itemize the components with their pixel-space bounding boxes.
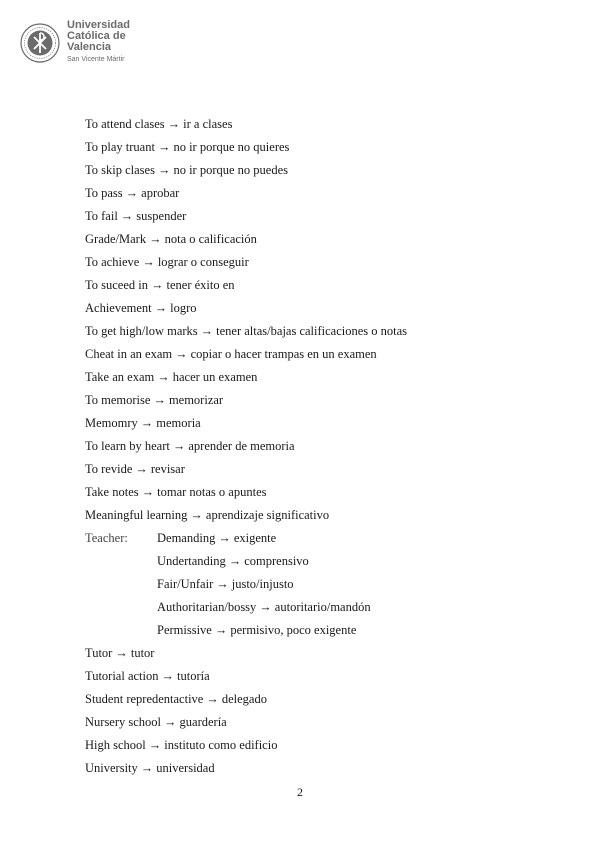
entry-spanish: exigente	[233, 531, 277, 545]
university-seal-icon	[20, 23, 60, 63]
arrow-icon: →	[161, 669, 174, 683]
entry-spanish: copiar o hacer trampas en un examen	[190, 347, 377, 361]
entry-spanish: logro	[170, 301, 197, 315]
arrow-icon: →	[151, 278, 164, 292]
entry-spanish: nota o calificación	[164, 232, 257, 246]
vocabulary-entry	[85, 481, 545, 504]
arrow-icon: →	[141, 485, 155, 499]
entry-spanish: revisar	[150, 462, 185, 476]
vocabulary-entry	[85, 366, 545, 389]
entry-spanish: memorizar	[168, 393, 224, 407]
entry-spanish: universidad	[156, 761, 215, 775]
vocabulary-entry	[85, 665, 545, 688]
vocabulary-entry	[85, 320, 545, 343]
vocabulary-entry	[85, 504, 545, 527]
vocabulary-entry	[85, 573, 545, 596]
vocabulary-entry	[85, 412, 545, 435]
arrow-icon: →	[167, 117, 181, 131]
entry-spanish: delegado	[221, 692, 267, 706]
entry-spanish: suspender	[136, 209, 187, 223]
entry-english: To attend clases	[85, 117, 165, 131]
teacher-item	[157, 527, 276, 550]
arrow-icon: →	[214, 623, 228, 637]
vocabulary-entry	[85, 274, 545, 297]
vocabulary-entry	[85, 113, 545, 136]
entry-english: Undertanding	[157, 554, 226, 568]
vocabulary-entry	[85, 343, 545, 366]
entry-english: Cheat in an exam	[85, 347, 173, 361]
teacher-block	[85, 527, 545, 642]
entry-english: University	[85, 761, 138, 775]
arrow-icon: →	[148, 738, 162, 752]
arrow-icon: →	[153, 393, 166, 407]
entry-english: To suceed in	[85, 278, 148, 292]
entry-spanish: justo/injusto	[231, 577, 294, 591]
entry-spanish: autoritario/mandón	[274, 600, 371, 614]
entry-spanish: tener éxito en	[166, 278, 235, 292]
arrow-icon: →	[216, 577, 229, 591]
entry-english: Grade/Mark	[85, 232, 147, 246]
vocabulary-entry	[85, 458, 545, 481]
entry-spanish: tomar notas o apuntes	[157, 485, 267, 499]
arrow-icon: →	[154, 301, 168, 315]
entry-spanish: instituto como edificio	[164, 738, 278, 752]
entry-english: Authoritarian/bossy	[157, 600, 257, 614]
entry-spanish: memoria	[156, 416, 201, 430]
entry-english: Demanding	[157, 531, 216, 545]
arrow-icon: →	[259, 600, 272, 614]
entry-english: To learn by heart	[85, 439, 170, 453]
arrow-icon: →	[125, 186, 139, 200]
entry-spanish: ir a clases	[183, 117, 233, 131]
vocabulary-list	[85, 113, 545, 780]
entry-spanish: tutor	[130, 646, 155, 660]
vocabulary-entry	[85, 757, 545, 780]
arrow-icon: →	[157, 370, 170, 384]
teacher-row	[85, 527, 545, 550]
entry-english: Take an exam	[85, 370, 155, 384]
vocabulary-entry	[85, 297, 545, 320]
university-name-line2: Católica de	[67, 30, 126, 42]
entry-english: To memorise	[85, 393, 151, 407]
university-name	[67, 20, 130, 65]
entry-spanish: aprobar	[141, 186, 180, 200]
arrow-icon: →	[157, 140, 171, 154]
arrow-icon: →	[149, 232, 162, 246]
arrow-icon: →	[218, 531, 231, 545]
entry-english: Permissive	[157, 623, 212, 637]
arrow-icon: →	[200, 324, 214, 338]
vocabulary-entry	[85, 550, 545, 573]
teacher-label: Teacher:	[85, 531, 128, 545]
entry-spanish: no ir porque no puedes	[173, 163, 289, 177]
entry-english: To achieve	[85, 255, 140, 269]
vocabulary-entry	[85, 642, 545, 665]
arrow-icon: →	[190, 508, 203, 522]
university-name-line1: Universidad	[67, 19, 130, 31]
entry-spanish: tener altas/bajas calificaciones o notas	[216, 324, 408, 338]
entry-spanish: aprendizaje significativo	[205, 508, 330, 522]
entry-english: High school	[85, 738, 146, 752]
vocabulary-entry	[85, 136, 545, 159]
vocabulary-entry	[85, 688, 545, 711]
page-number: 2	[297, 785, 303, 799]
entry-english: To get high/low marks	[85, 324, 198, 338]
entry-english: Nursery school	[85, 715, 162, 729]
arrow-icon: →	[175, 347, 188, 361]
arrow-icon: →	[140, 761, 154, 775]
arrow-icon: →	[135, 462, 148, 476]
entry-english: To revide	[85, 462, 133, 476]
entry-english: Meaningful learning	[85, 508, 188, 522]
entry-english: To skip clases	[85, 163, 155, 177]
entry-english: To fail	[85, 209, 118, 223]
vocabulary-entry	[85, 182, 545, 205]
entry-english: To pass	[85, 186, 123, 200]
vocabulary-entry	[85, 619, 545, 642]
vocabulary-entry	[85, 228, 545, 251]
university-header	[20, 20, 130, 65]
arrow-icon: →	[120, 209, 134, 223]
arrow-icon: →	[164, 715, 177, 729]
university-name-subtitle: San Vicente Mártir	[67, 56, 125, 63]
vocabulary-entry	[85, 251, 545, 274]
vocabulary-entry	[85, 435, 545, 458]
entry-spanish: comprensivo	[244, 554, 309, 568]
entry-english: Take notes	[85, 485, 139, 499]
entry-english: Fair/Unfair	[157, 577, 214, 591]
vocabulary-entry	[85, 734, 545, 757]
vocabulary-entry	[85, 711, 545, 734]
vocabulary-entry	[85, 596, 545, 619]
vocabulary-entry	[85, 389, 545, 412]
entry-english: Memomry	[85, 416, 138, 430]
entry-spanish: lograr o conseguir	[157, 255, 249, 269]
vocabulary-entry	[85, 159, 545, 182]
entry-spanish: aprender de memoria	[188, 439, 295, 453]
entry-spanish: hacer un examen	[172, 370, 258, 384]
entry-english: Achievement	[85, 301, 152, 315]
university-name-line3: Valencia	[67, 41, 112, 53]
arrow-icon: →	[140, 416, 154, 430]
arrow-icon: →	[172, 439, 186, 453]
arrow-icon: →	[142, 255, 155, 269]
arrow-icon: →	[228, 554, 242, 568]
arrow-icon: →	[157, 163, 171, 177]
arrow-icon: →	[115, 646, 128, 660]
entry-english: Student repredentactive	[85, 692, 204, 706]
entry-spanish: tutoría	[177, 669, 210, 683]
vocabulary-entry	[85, 205, 545, 228]
entry-english: Tutorial action	[85, 669, 159, 683]
entry-spanish: permisivo, poco exigente	[230, 623, 357, 637]
entry-spanish: no ir porque no quieres	[173, 140, 290, 154]
entry-english: To play truant	[85, 140, 155, 154]
entry-spanish: guardería	[179, 715, 227, 729]
arrow-icon: →	[206, 692, 219, 706]
entry-english: Tutor	[85, 646, 113, 660]
